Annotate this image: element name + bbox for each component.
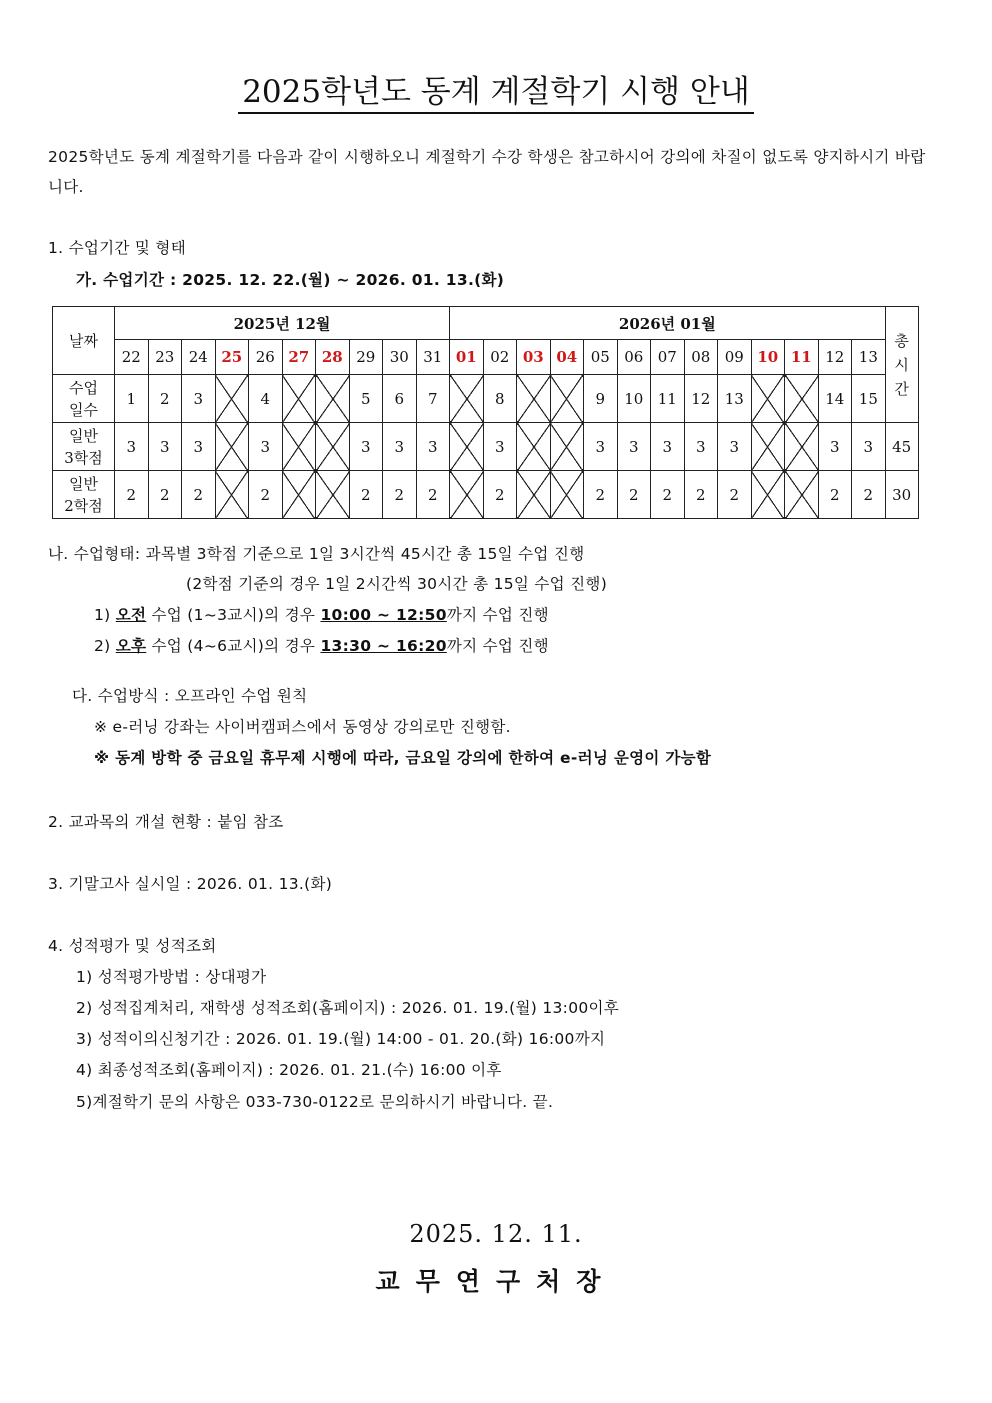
value-cell: 11 <box>651 375 685 423</box>
no-class-cell <box>517 471 551 519</box>
grade-item: 2) 성적집계처리, 재학생 성적조회(홈페이지) : 2026. 01. 19.(월) 13:00이후 <box>76 999 620 1017</box>
value-cell: 2 <box>148 375 182 423</box>
value-cell: 3 <box>584 423 618 471</box>
value-cell: 2 <box>249 471 283 519</box>
value-cell: 3 <box>416 423 450 471</box>
no-class-cell <box>785 471 819 519</box>
day-cell: 07 <box>651 340 685 375</box>
value-cell: 12 <box>684 375 718 423</box>
value-cell: 1 <box>115 375 149 423</box>
day-cell: 06 <box>617 340 651 375</box>
issuer-name: 교무연구처장 <box>375 1267 617 1296</box>
grade-item: 3) 성적이의신청기간 : 2026. 01. 19.(월) 14:00 - 01. 20.(화) 16:00까지 <box>76 1030 606 1048</box>
no-class-cell <box>751 375 785 423</box>
value-cell: 2 <box>148 471 182 519</box>
no-class-cell <box>550 471 584 519</box>
value-cell: 13 <box>718 375 752 423</box>
value-cell: 3 <box>349 423 383 471</box>
day-cell: 24 <box>182 340 216 375</box>
value-cell: 8 <box>483 375 517 423</box>
total-hours-header: 총 시 간 <box>885 307 918 423</box>
day-cell: 02 <box>483 340 517 375</box>
class-method: 다. 수업방식 : 오프라인 수업 원칙 <box>72 687 308 705</box>
no-class-cell <box>215 375 249 423</box>
row-label: 일반 2학점 <box>53 471 115 519</box>
no-class-cell <box>751 423 785 471</box>
value-cell: 10 <box>617 375 651 423</box>
no-class-cell <box>316 471 350 519</box>
section2-course-offerings: 2. 교과목의 개설 현황 : 붙임 참조 <box>48 813 284 831</box>
holiday-day-cell: 11 <box>785 340 819 375</box>
value-cell: 2 <box>852 471 886 519</box>
value-cell: 3 <box>249 423 283 471</box>
no-class-cell <box>517 423 551 471</box>
day-cell: 05 <box>584 340 618 375</box>
holiday-day-cell: 10 <box>751 340 785 375</box>
document-title: 2025학년도 동계 계절학기 시행 안내 <box>0 66 992 111</box>
section4-heading: 4. 성적평가 및 성적조회 <box>48 937 217 955</box>
value-cell: 9 <box>584 375 618 423</box>
day-cell: 09 <box>718 340 752 375</box>
value-cell: 2 <box>383 471 417 519</box>
total-hours-cell: 45 <box>885 423 918 471</box>
table-row <box>53 375 919 423</box>
no-class-cell <box>282 375 316 423</box>
value-cell: 2 <box>617 471 651 519</box>
value-cell: 4 <box>249 375 283 423</box>
value-cell: 2 <box>818 471 852 519</box>
value-cell: 2 <box>416 471 450 519</box>
value-cell: 3 <box>483 423 517 471</box>
day-cell: 26 <box>249 340 283 375</box>
grade-item: 1) 성적평가방법 : 상대평가 <box>76 968 267 986</box>
day-cell: 30 <box>383 340 417 375</box>
value-cell: 3 <box>718 423 752 471</box>
day-cell: 22 <box>115 340 149 375</box>
class-period: 가. 수업기간 : 2025. 12. 22.(월) ~ 2026. 01. 13.(화) <box>76 271 505 289</box>
holiday-day-cell: 27 <box>282 340 316 375</box>
day-cell: 31 <box>416 340 450 375</box>
month-header-dec: 2025년 12월 <box>115 307 450 340</box>
value-cell: 3 <box>182 375 216 423</box>
no-class-cell <box>282 471 316 519</box>
no-class-cell <box>785 375 819 423</box>
value-cell: 3 <box>818 423 852 471</box>
day-cell: 29 <box>349 340 383 375</box>
no-class-cell <box>450 375 484 423</box>
value-cell: 3 <box>115 423 149 471</box>
value-cell: 3 <box>182 423 216 471</box>
value-cell: 2 <box>182 471 216 519</box>
holiday-day-cell: 01 <box>450 340 484 375</box>
value-cell: 7 <box>416 375 450 423</box>
value-cell: 5 <box>349 375 383 423</box>
value-cell: 3 <box>852 423 886 471</box>
value-cell: 6 <box>383 375 417 423</box>
date-corner-header: 날짜 <box>53 307 115 375</box>
contact-info: 5)계절학기 문의 사항은 033-730-0122로 문의하시기 바랍니다. 끝. <box>76 1093 554 1111</box>
day-cell: 08 <box>684 340 718 375</box>
no-class-cell <box>316 423 350 471</box>
no-class-cell <box>450 423 484 471</box>
intro-paragraph: 2025학년도 동계 계절학기를 다음과 같이 시행하오니 계절학기 수강 학생은 참고하시어 강의에 차질이 없도록 양지하시기 바랍니다. <box>48 148 926 196</box>
no-class-cell <box>751 471 785 519</box>
month-header-row <box>53 307 919 340</box>
day-cell: 12 <box>818 340 852 375</box>
value-cell: 3 <box>148 423 182 471</box>
value-cell: 14 <box>818 375 852 423</box>
value-cell: 3 <box>651 423 685 471</box>
no-class-cell <box>316 375 350 423</box>
holiday-day-cell: 04 <box>550 340 584 375</box>
no-class-cell <box>215 471 249 519</box>
row-label: 수업 일수 <box>53 375 115 423</box>
value-cell: 2 <box>115 471 149 519</box>
table-row <box>53 471 919 519</box>
day-cell: 13 <box>852 340 886 375</box>
table-row <box>53 423 919 471</box>
value-cell: 2 <box>718 471 752 519</box>
no-class-cell <box>282 423 316 471</box>
morning-class-line: 1) 오전 수업 (1~3교시)의 경우 10:00 ~ 12:50까지 수업 진행 <box>94 606 549 624</box>
class-type-note: (2학점 기준의 경우 1일 2시간씩 30시간 총 15일 수업 진행) <box>186 575 608 593</box>
elearning-note: ※ e-러닝 강좌는 사이버캠퍼스에서 동영상 강의로만 진행함. <box>94 718 511 736</box>
value-cell: 3 <box>383 423 417 471</box>
value-cell: 3 <box>684 423 718 471</box>
total-hours-cell: 30 <box>885 471 918 519</box>
holiday-day-cell: 25 <box>215 340 249 375</box>
day-cell: 23 <box>148 340 182 375</box>
value-cell: 2 <box>584 471 618 519</box>
value-cell: 2 <box>483 471 517 519</box>
holiday-day-cell: 28 <box>316 340 350 375</box>
no-class-cell <box>785 423 819 471</box>
holiday-day-cell: 03 <box>517 340 551 375</box>
no-class-cell <box>215 423 249 471</box>
grade-item: 4) 최종성적조회(홈페이지) : 2026. 01. 21.(수) 16:00 이후 <box>76 1061 502 1079</box>
month-header-jan: 2026년 01월 <box>450 307 886 340</box>
class-type: 나. 수업형태: 과목별 3학점 기준으로 1일 3시간씩 45시간 총 15일 수업 진행 <box>48 545 585 563</box>
no-class-cell <box>517 375 551 423</box>
afternoon-class-line: 2) 오후 수업 (4~6교시)의 경우 13:30 ~ 16:20까지 수업 진행 <box>94 637 549 655</box>
day-header-row <box>53 340 919 375</box>
row-label: 일반 3학점 <box>53 423 115 471</box>
friday-elearning-note: ※ 동계 방학 중 금요일 휴무제 시행에 따라, 금요일 강의에 한하여 e-러닝 운영이 가능함 <box>94 749 712 767</box>
no-class-cell <box>550 423 584 471</box>
value-cell: 2 <box>684 471 718 519</box>
no-class-cell <box>450 471 484 519</box>
value-cell: 3 <box>617 423 651 471</box>
section1-heading: 1. 수업기간 및 형태 <box>48 239 186 257</box>
value-cell: 2 <box>349 471 383 519</box>
schedule-table <box>52 306 919 519</box>
no-class-cell <box>550 375 584 423</box>
value-cell: 15 <box>852 375 886 423</box>
section3-final-exam: 3. 기말고사 실시일 : 2026. 01. 13.(화) <box>48 875 333 893</box>
value-cell: 2 <box>651 471 685 519</box>
issue-date: 2025. 12. 11. <box>409 1220 583 1248</box>
